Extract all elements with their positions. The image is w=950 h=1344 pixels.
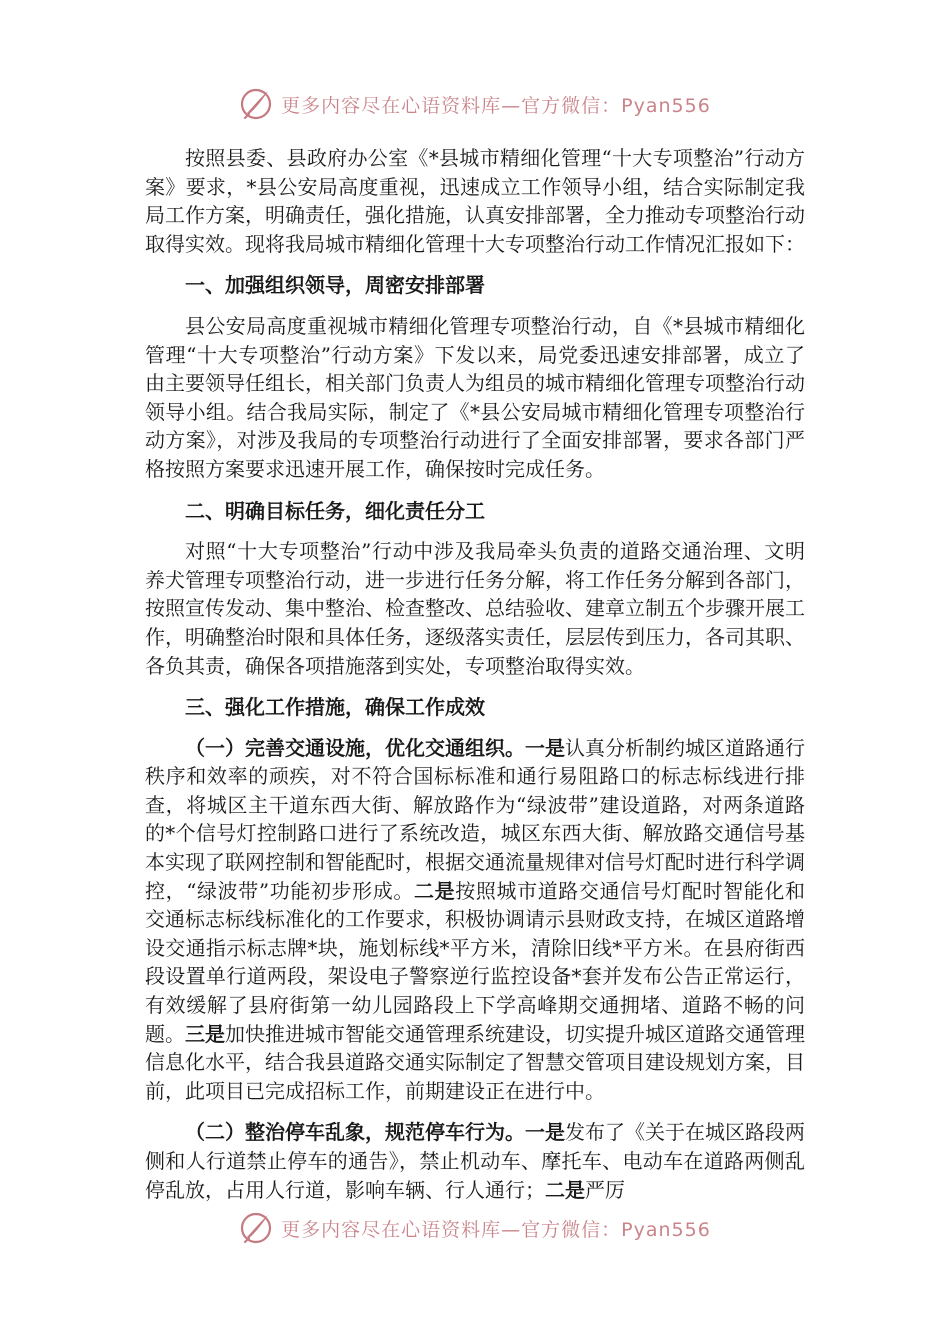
point-label: 二是 (414, 878, 456, 903)
point-text: 按照城市道路交通信号灯配时智能化和交通标志标线标准化的工作要求，积极协调请示县财政支持，在城区道路增设交通指示标志牌*块，施划标线*平方米，清除旧线*平方米。在县府街西段设置单行道两段，架设电子警察逆行监控设备*套并发布公告正常运行，有效缓解了县府街第一幼儿园路段上下学高峰期交通拥堵、道路不畅的问题。 (145, 878, 806, 1046)
section-1-paragraph: 县公安局高度重视城市精细化管理专项整治行动，自《*县城市精细化管理“十大专项整治”行动方案》下发以来，局党委迅速安排部署，成立了由主要领导任组长，相关部门负责人为组员的城市精细化管理专项整治行动领导小组。结合我局实际，制定了《*县公安局城市精细化管理专项整治行动方案》，对涉及我局的专项整治行动进行了全面安排部署，要求各部门严格按照方案要求迅速开展工作，确保按时完成任务。 (145, 313, 805, 481)
subsection-1-paragraph (145, 734, 805, 1106)
subsection-2-paragraph (145, 1118, 805, 1204)
point-text: 发布了《关于在城区路段两侧和人行道禁止停车的通告》，禁止机动车、摩托车、电动车在道路两侧乱停乱放，占用人行道，影响车辆、行人通行； (145, 1120, 805, 1202)
quill-logo-icon (239, 87, 273, 121)
point-label: 二是 (545, 1177, 585, 1202)
point-text: 认真分析制约城区道路通行秩序和效率的顽疾，对不符合国标标准和通行易阻路口的标志标线进行排查，将城区主干道东西大街、解放路作为“绿波带”建设道路，对两条道路的*个信号灯控制路口进行了系统改造，城区东西大街、解放路交通信号基本实现了联网控制和智能配时，根据交通流量规律对信号灯配时进行科学调控，“绿波带”功能初步形成。 (145, 735, 805, 903)
watermark-header (0, 84, 950, 124)
watermark-footer (0, 1208, 950, 1248)
point-label: 三是 (185, 1021, 225, 1046)
point-label: 一是 (525, 1120, 565, 1145)
section-heading-2: 二、明确目标任务，细化责任分工 (185, 498, 485, 523)
point-text: 加快推进城市智能交通管理系统建设，切实提升城区道路交通管理信息化水平，结合我县道路交通实际制定了智慧交管项目建设规划方案，目前，此项目已完成招标工作，前期建设正在进行中。 (145, 1021, 805, 1103)
document-body (145, 144, 805, 1217)
subsection-2-title: （二）整治停车乱象，规范停车行为。 (185, 1120, 525, 1145)
point-text: 严厉 (585, 1177, 625, 1202)
intro-paragraph: 按照县委、县政府办公室《*县城市精细化管理“十大专项整治”行动方案》要求，*县公安局高度重视，迅速成立工作领导小组，结合实际制定我局工作方案，明确责任，强化措施，认真安排部署，全力推动专项整治行动取得实效。现将我局城市精细化管理十大专项整治行动工作情况汇报如下： (145, 146, 805, 256)
quill-logo-icon (239, 1211, 273, 1245)
watermark-text: 更多内容尽在心语资料库—官方微信：Pyan556 (281, 94, 711, 117)
section-2-paragraph: 对照“十大专项整治”行动中涉及我局牵头负责的道路交通治理、文明养犬管理专项整治行动，进一步进行任务分解，将工作任务分解到各部门，按照宣传发动、集中整治、检查整改、总结验收、建章立制五个步骤开展工作，明确整治时限和具体任务，逐级落实责任，层层传到压力，各司其职、各负其责，确保各项措施落到实处，专项整治取得实效。 (145, 539, 805, 678)
point-label: 一是 (525, 735, 565, 760)
section-heading-3: 三、强化工作措施，确保工作成效 (185, 695, 485, 720)
section-heading-1: 一、加强组织领导，周密安排部署 (185, 273, 485, 298)
watermark-text: 更多内容尽在心语资料库—官方微信：Pyan556 (281, 1218, 711, 1241)
subsection-1-title: （一）完善交通设施，优化交通组织。 (185, 735, 525, 760)
